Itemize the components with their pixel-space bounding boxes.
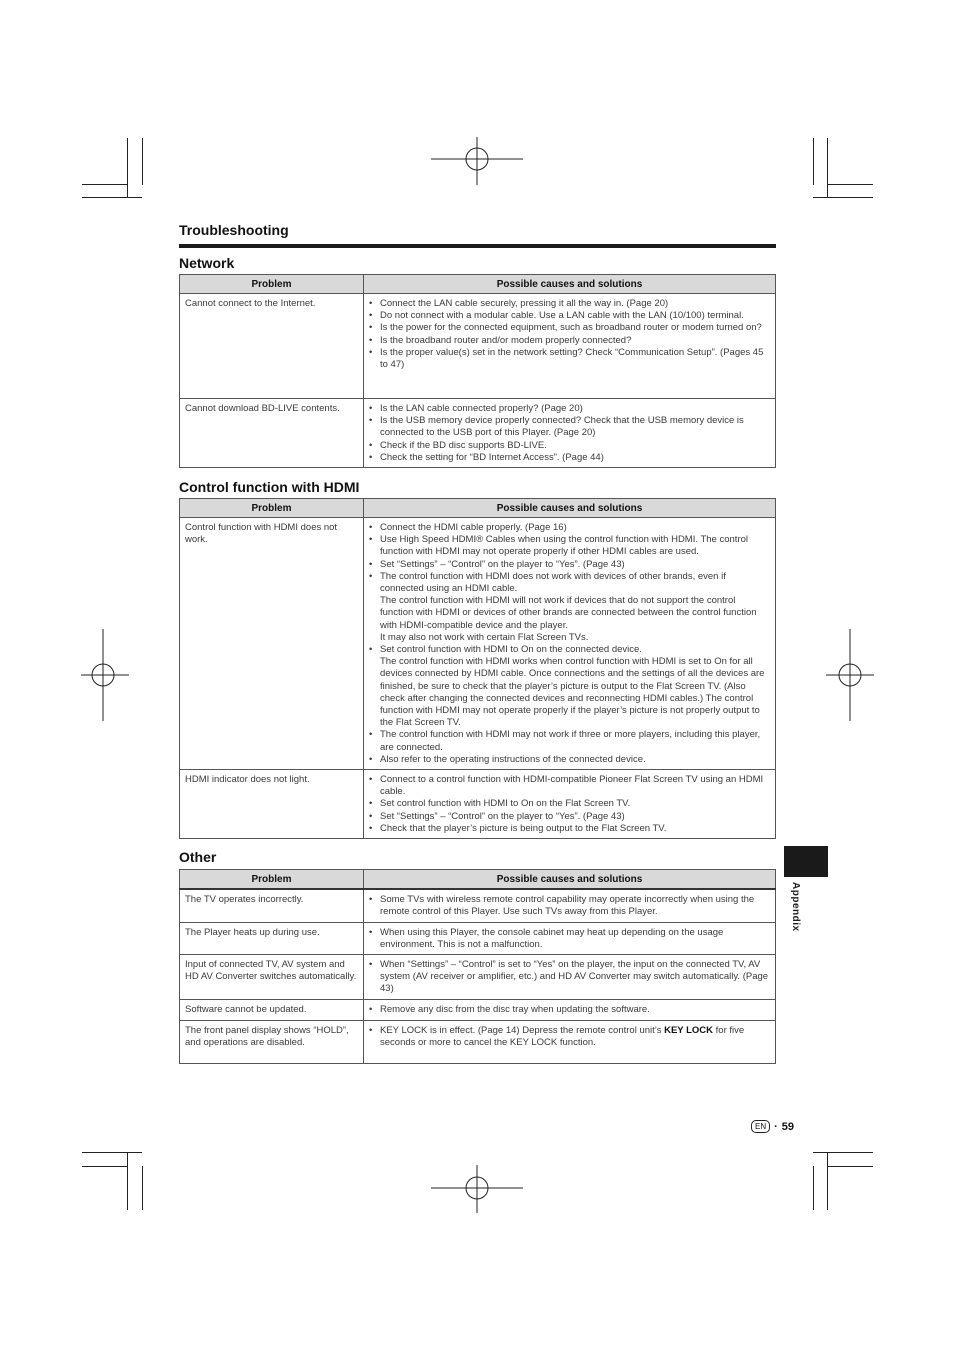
list-item: • The control function with HDMI does not work with devices of other brands, even if connected using an HDMI cable. The control function with HDMI will not work if devices that do not support the control function with HDMI or devices of other brands are connected between the control function with HDMI-compatible device and the player. It may also not work with certain Flat Screen TVs. <box>369 571 770 644</box>
problem-cell: Software cannot be updated. <box>180 999 364 1020</box>
table-row <box>180 294 776 399</box>
section-title: Other <box>179 849 217 866</box>
list-item: • Remove any disc from the disc tray when updating the software. <box>369 1004 770 1016</box>
column-header-solutions: Possible causes and solutions <box>364 870 776 890</box>
registration-mark-top <box>431 137 523 185</box>
registration-mark-left <box>81 629 129 721</box>
page-title: Troubleshooting <box>179 222 776 248</box>
list-item: • Is the power for the connected equipment, such as broadband router or modem turned on? <box>369 322 770 334</box>
list-item: • Set “Settings” – “Control” on the player to “Yes”. (Page 43) <box>369 559 770 571</box>
table-row <box>180 922 776 954</box>
list-item: • Set control function with HDMI to On on the connected device. The control function with HDMI works when control function with HDMI is set to On for all devices connected by HDMI cable. Once connections and the settings of all the devices are finished, be sure to check that the player’s picture is output to the Flat Screen TV. (Also check after changing the connected devices and reconnecting HDMI cables.) The control function with HDMI may not operate properly if the player’s picture is not properly output to the Flat Screen TV. <box>369 644 770 729</box>
table-row <box>180 399 776 468</box>
list-item: • Do not connect with a modular cable. Use a LAN cable with the LAN (10/100) terminal. <box>369 310 770 322</box>
problem-cell: The Player heats up during use. <box>180 922 364 954</box>
solutions-cell <box>364 1020 776 1063</box>
list-item: • When using this Player, the console cabinet may heat up depending on the usage environment. This is not a malfunction. <box>369 927 770 951</box>
solutions-cell <box>364 889 776 922</box>
list-item: • Set “Settings” – “Control” on the player to “Yes”. (Page 43) <box>369 811 770 823</box>
list-item: • Is the USB memory device properly connected? Check that the USB memory device is connected to the USB port of this Player. (Page 20) <box>369 415 770 439</box>
main-content <box>179 222 776 1064</box>
language-badge: EN <box>751 1120 770 1133</box>
table-row <box>180 770 776 839</box>
section-other <box>179 849 776 1063</box>
solutions-cell <box>364 770 776 839</box>
section-hdmi-control <box>179 479 776 839</box>
solutions-cell <box>364 518 776 770</box>
list-item: • Connect the HDMI cable properly. (Page 16) <box>369 522 770 534</box>
list-item: • Check if the BD disc supports BD-LIVE. <box>369 440 770 452</box>
page-footer <box>751 1120 794 1133</box>
table-header-row <box>180 870 776 890</box>
table-row <box>180 518 776 770</box>
column-header-solutions: Possible causes and solutions <box>364 275 776 294</box>
problem-cell: The front panel display shows “HOLD”, and operations are disabled. <box>180 1020 364 1063</box>
table-row <box>180 889 776 922</box>
table-row <box>180 1020 776 1063</box>
list-item: • Is the proper value(s) set in the network setting? Check “Communication Setup”. (Pages 45 to 47) <box>369 347 770 371</box>
list-item: • Is the LAN cable connected properly? (Page 20) <box>369 403 770 415</box>
appendix-tab-label: Appendix <box>790 882 801 932</box>
appendix-tab-marker <box>784 846 828 877</box>
solutions-cell <box>364 999 776 1020</box>
list-item: • Check that the player’s picture is being output to the Flat Screen TV. <box>369 823 770 835</box>
list-item: • Set control function with HDMI to On on the Flat Screen TV. <box>369 798 770 810</box>
solutions-cell <box>364 922 776 954</box>
column-header-problem: Problem <box>180 275 364 294</box>
problem-cell: Cannot connect to the Internet. <box>180 294 364 399</box>
troubleshooting-table-other <box>179 869 776 1063</box>
problem-cell: Cannot download BD-LIVE contents. <box>180 399 364 468</box>
solutions-cell <box>364 294 776 399</box>
solutions-cell <box>364 954 776 999</box>
list-item: • Connect the LAN cable securely, pressing it all the way in. (Page 20) <box>369 298 770 310</box>
list-item: • Also refer to the operating instructions of the connected device. <box>369 754 770 766</box>
list-item: • Check the setting for “BD Internet Access”. (Page 44) <box>369 452 770 464</box>
list-item: • The control function with HDMI may not work if three or more players, including this player, are connected. <box>369 729 770 753</box>
problem-cell: HDMI indicator does not light. <box>180 770 364 839</box>
section-network <box>179 255 776 468</box>
problem-cell: Input of connected TV, AV system and HD AV Converter switches automatically. <box>180 954 364 999</box>
registration-mark-right <box>826 629 874 721</box>
solutions-cell <box>364 399 776 468</box>
problem-cell: The TV operates incorrectly. <box>180 889 364 922</box>
list-item: • Use High Speed HDMI® Cables when using the control function with HDMI. The control function with HDMI may not operate properly if other HDMI cables are used. <box>369 534 770 558</box>
table-row <box>180 999 776 1020</box>
list-item: • Some TVs with wireless remote control capability may operate incorrectly when using the remote control of this Player. Use such TVs away from this Player. <box>369 894 770 918</box>
problem-cell: Control function with HDMI does not work. <box>180 518 364 770</box>
list-item: • Connect to a control function with HDMI-compatible Pioneer Flat Screen TV using an HDMI cable. <box>369 774 770 798</box>
table-row <box>180 954 776 999</box>
table-header-row <box>180 499 776 518</box>
page-number: 59 <box>781 1120 795 1133</box>
table-header-row <box>180 275 776 294</box>
list-item: • When “Settings” – “Control” is set to “Yes” on the player, the input on the connected TV, AV system (AV receiver or amplifier, etc.) and HD AV Converter may switch automatically. (Page 43) <box>369 959 770 996</box>
column-header-problem: Problem <box>180 499 364 518</box>
column-header-problem: Problem <box>180 870 364 890</box>
list-item: • Is the broadband router and/or modem properly connected? <box>369 335 770 347</box>
registration-mark-bottom <box>431 1165 523 1213</box>
footer-separator: · <box>774 1120 778 1133</box>
column-header-solutions: Possible causes and solutions <box>364 499 776 518</box>
troubleshooting-table-hdmi <box>179 498 776 839</box>
section-title: Control function with HDMI <box>179 479 360 496</box>
troubleshooting-table-network <box>179 274 776 468</box>
list-item: • KEY LOCK is in effect. (Page 14) Depress the remote control unit’s KEY LOCK for five seconds or more to cancel the KEY LOCK function. <box>369 1025 770 1049</box>
section-title: Network <box>179 255 235 271</box>
